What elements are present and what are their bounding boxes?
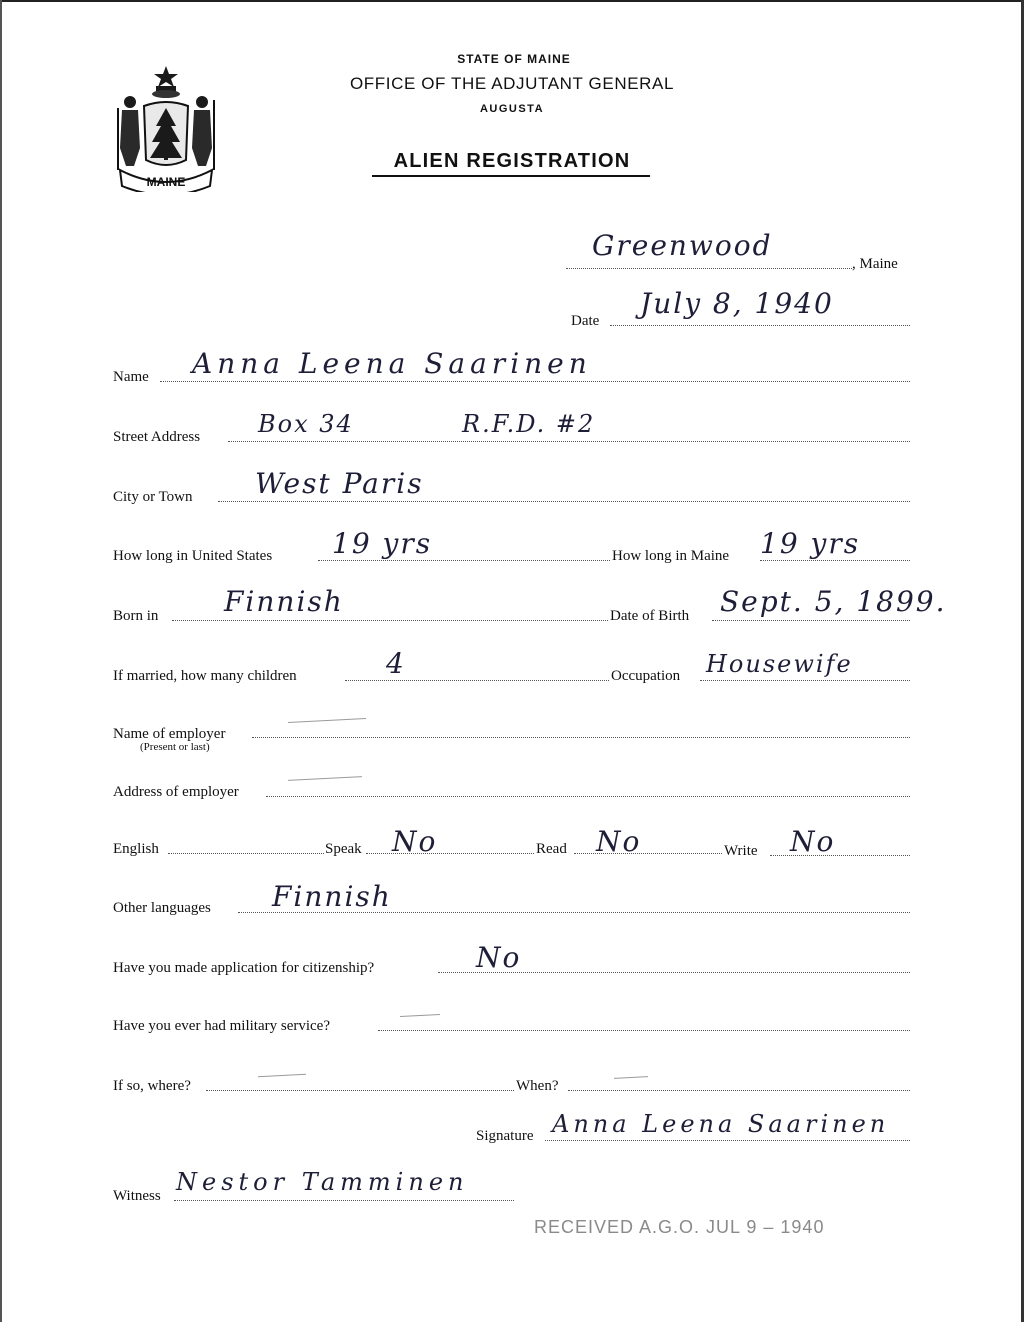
title-underline [372, 175, 650, 177]
city-label: City or Town [113, 489, 193, 505]
english-line [168, 853, 324, 854]
employer-address-label: Address of employer [113, 784, 239, 800]
street-line [228, 441, 910, 442]
place-line [566, 268, 852, 269]
name-value: Anna Leena Saarinen [192, 347, 592, 380]
how-long-maine-label: How long in Maine [612, 548, 730, 564]
place-suffix: , Maine [852, 256, 898, 272]
citizenship-value: No [476, 941, 522, 974]
occupation-value: Housewife [706, 650, 853, 678]
place-value: Greenwood [592, 229, 773, 262]
date-value: July 8, 1940 [640, 287, 834, 320]
witness-label: Witness [113, 1188, 161, 1204]
born-in-line [172, 620, 608, 621]
name-line [160, 381, 910, 382]
when-line [568, 1090, 910, 1091]
received-stamp: RECEIVED A.G.O. JUL 9 – 1940 [534, 1217, 825, 1237]
occupation-label: Occupation [611, 668, 681, 684]
where-label: If so, where? [113, 1078, 191, 1094]
where-line [206, 1090, 514, 1091]
signature-label: Signature [476, 1128, 534, 1144]
occupation-line [700, 680, 910, 681]
witness-line [174, 1200, 514, 1201]
born-in-value: Finnish [224, 585, 344, 618]
street-label: Street Address [113, 429, 201, 445]
how-long-us-label: How long in United States [113, 548, 273, 564]
how-long-maine-value: 19 yrs [760, 527, 861, 560]
when-label: When? [516, 1078, 559, 1094]
page-border-top [0, 0, 1024, 2]
speak-value: No [392, 825, 438, 858]
employer-address-dash [288, 776, 362, 781]
write-label: Write [724, 843, 758, 859]
street-value-2: R.F.D. #2 [462, 410, 596, 438]
born-in-label: Born in [113, 608, 159, 624]
english-label: English [113, 841, 159, 857]
how-long-maine-line [760, 560, 910, 561]
other-languages-label: Other languages [113, 900, 211, 916]
how-long-us-line [318, 560, 610, 561]
signature-line [545, 1140, 910, 1141]
read-label: Read [536, 841, 567, 857]
military-line [378, 1030, 910, 1031]
city-line [218, 501, 910, 502]
signature-value: Anna Leena Saarinen [552, 1110, 890, 1138]
date-of-birth-value: Sept. 5, 1899. [720, 585, 947, 618]
children-label: If married, how many children [113, 668, 297, 684]
header-city: AUGUSTA [479, 103, 545, 115]
employer-name-sublabel: (Present or last) [140, 741, 210, 753]
write-value: No [790, 825, 836, 858]
military-dash [400, 1014, 440, 1017]
employer-name-dash [288, 718, 366, 723]
date-of-birth-line [712, 620, 910, 621]
speak-label: Speak [325, 841, 362, 857]
witness-value: Nestor Tamminen [176, 1168, 469, 1196]
children-line [345, 680, 609, 681]
date-label: Date [571, 313, 600, 329]
employer-address-line [266, 796, 910, 797]
where-dash [258, 1074, 306, 1078]
employer-name-line [252, 737, 910, 738]
page-border-left [0, 0, 2, 1322]
citizenship-label: Have you made application for citizenship? [113, 960, 375, 976]
header-office: OFFICE OF THE ADJUTANT GENERAL [349, 74, 675, 93]
city-value: West Paris [255, 467, 424, 500]
military-label: Have you ever had military service? [113, 1018, 330, 1034]
how-long-us-value: 19 yrs [332, 527, 433, 560]
date-line [610, 325, 910, 326]
children-value: 4 [386, 647, 406, 680]
read-value: No [596, 825, 642, 858]
name-label: Name [113, 369, 149, 385]
employer-name-label: Name of employer [113, 726, 226, 742]
date-of-birth-label: Date of Birth [610, 608, 690, 624]
when-dash [614, 1076, 648, 1079]
header-state: STATE OF MAINE [457, 52, 571, 66]
other-languages-value: Finnish [272, 880, 392, 913]
form-title: ALIEN REGISTRATION [393, 150, 631, 172]
street-value: Box 34 [258, 410, 354, 438]
seal-motto: MAINE [146, 175, 186, 189]
